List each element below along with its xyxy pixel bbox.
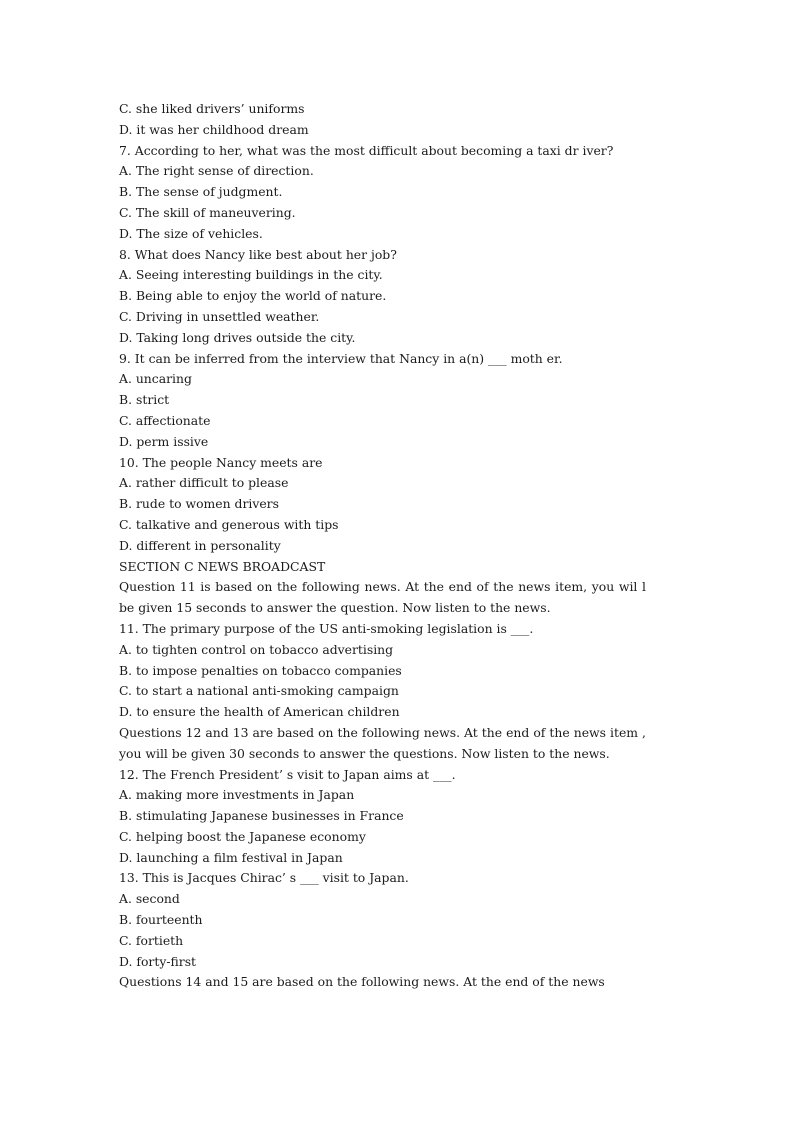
q12-13-instructions: Questions 12 and 13 are based on the following news. At the end of the news item , you will be given 30 seconds to answer the questions. Now listen to the news. bbox=[119, 724, 646, 761]
q11-option-c: C. to start a national anti-smoking campaign bbox=[119, 683, 399, 699]
q9-option-a: A. uncaring bbox=[119, 371, 192, 387]
q13-question: 13. This is Jacques Chirac’ s ___ visit to Japan. bbox=[119, 870, 409, 886]
q7-option-d: D. The size of vehicles. bbox=[119, 225, 263, 241]
q7-option-c: C. The skill of maneuvering. bbox=[119, 204, 296, 220]
q11-option-a: A. to tighten control on tobacco advertising bbox=[119, 641, 394, 657]
q9-option-b: B. strict bbox=[119, 392, 170, 408]
q6-option-c: C. she liked drivers’ uniforms bbox=[119, 101, 305, 116]
q12-option-b: B. stimulating Japanese businesses in France bbox=[119, 808, 404, 824]
q8-question: 8. What does Nancy like best about her job? bbox=[119, 246, 397, 262]
q12-option-d: D. launching a film festival in Japan bbox=[119, 849, 343, 865]
q11-instructions: Question 11 is based on the following news. At the end of the news item, you wil l be given 15 seconds to answer the question. Now listen to the news. bbox=[119, 579, 646, 616]
q12-option-a: A. making more investments in Japan bbox=[119, 787, 355, 803]
q9-question: 9. It can be inferred from the interview that Nancy in a(n) ___ moth er. bbox=[119, 350, 563, 366]
q14-15-instructions: Questions 14 and 15 are based on the following news. At the end of the news bbox=[119, 974, 605, 990]
q8-option-c: C. Driving in unsettled weather. bbox=[119, 308, 320, 324]
q13-option-b: B. fourteenth bbox=[119, 912, 203, 928]
q11-option-d: D. to ensure the health of American children bbox=[119, 704, 400, 720]
q10-option-b: B. rude to women drivers bbox=[119, 496, 279, 512]
q8-option-b: B. Being able to enjoy the world of nature. bbox=[119, 288, 387, 304]
q12-question: 12. The French President’ s visit to Japan aims at ___. bbox=[119, 766, 456, 782]
q11-option-b: B. to impose penalties on tobacco companies bbox=[119, 662, 402, 678]
q10-option-c: C. talkative and generous with tips bbox=[119, 516, 339, 532]
q13-option-a: A. second bbox=[119, 891, 180, 907]
q8-option-a: A. Seeing interesting buildings in the city. bbox=[119, 267, 383, 283]
q7-question: 7. According to her, what was the most difficult about becoming a taxi dr iver? bbox=[119, 142, 614, 158]
q12-option-c: C. helping boost the Japanese economy bbox=[119, 828, 366, 844]
q10-question: 10. The people Nancy meets are bbox=[119, 454, 323, 470]
q13-option-d: D. forty-first bbox=[119, 953, 197, 969]
q9-option-d: D. perm issive bbox=[119, 433, 209, 449]
q9-option-c: C. affectionate bbox=[119, 412, 211, 428]
q7-option-b: B. The sense of judgment. bbox=[119, 184, 283, 200]
section-c-heading: SECTION C NEWS BROADCAST bbox=[119, 558, 326, 574]
q6-option-d: D. it was her childhood dream bbox=[119, 121, 309, 137]
q10-option-a: A. rather difficult to please bbox=[119, 475, 289, 491]
q10-option-d: D. different in personality bbox=[119, 537, 281, 553]
document-page bbox=[119, 99, 679, 993]
q8-option-d: D. Taking long drives outside the city. bbox=[119, 329, 356, 345]
q11-question: 11. The primary purpose of the US anti-smoking legislation is ___. bbox=[119, 620, 534, 636]
q13-option-c: C. fortieth bbox=[119, 932, 184, 948]
q7-option-a: A. The right sense of direction. bbox=[119, 163, 314, 179]
